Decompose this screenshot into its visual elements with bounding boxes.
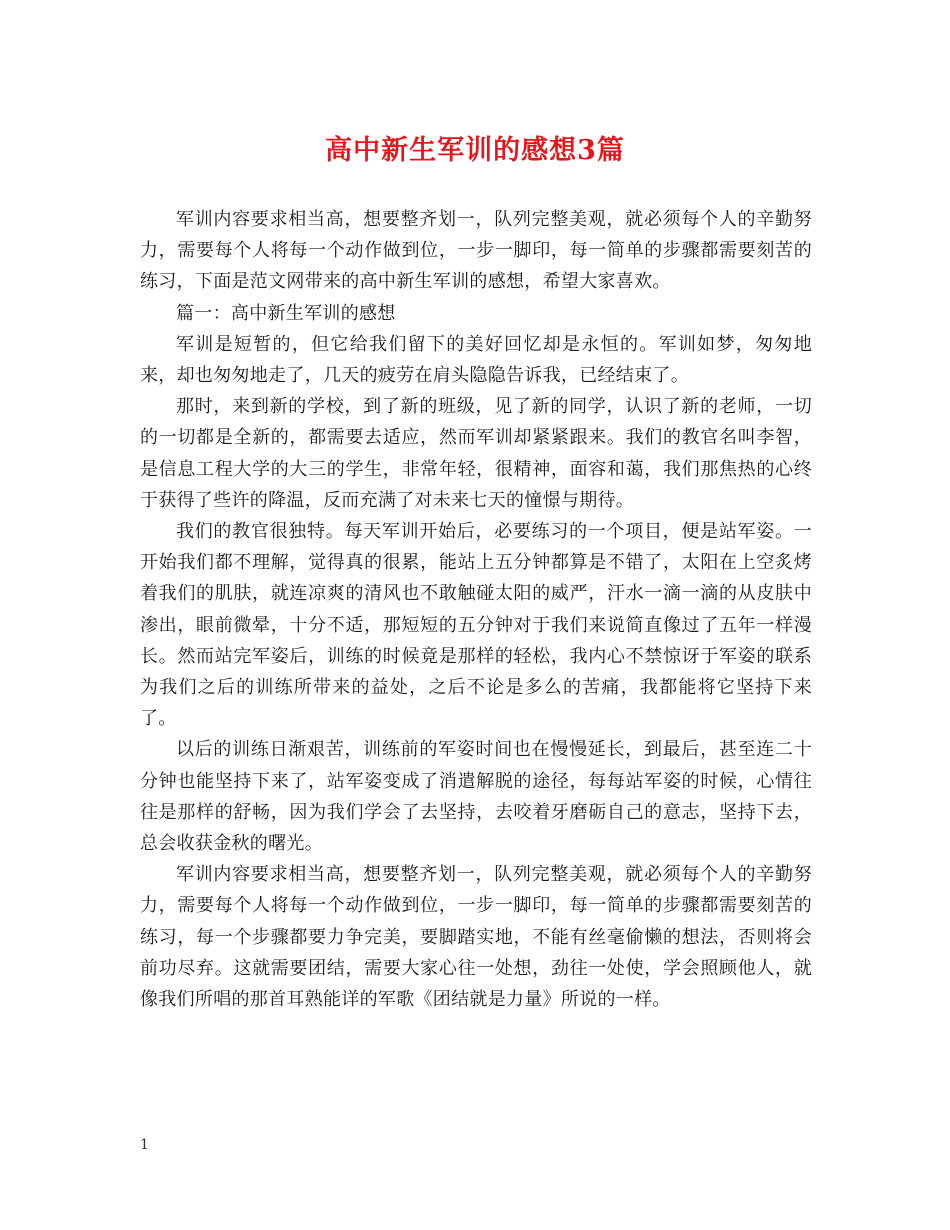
page-number: 1: [140, 1137, 149, 1153]
body-paragraph: 我们的教官很独特。每天军训开始后，必要练习的一个项目，便是站军姿。一开始我们都不理解，觉得真的很累，能站上五分钟都算是不错了，太阳在上空炙烤着我们的肌肤，就连凉爽的清风也不敢触碰太阳的威严，汗水一滴一滴的从皮肤中渗出，眼前微晕，十分不适，那短短的五分钟对于我们来说简直像过了五年一样漫长。然而站完军姿后，训练的时候竟是那样的轻松，我内心不禁惊讶于军姿的联系为我们之后的训练所带来的益处，之后不论是多么的苦痛，我都能将它坚持下来了。: [140, 521, 812, 730]
section-heading: 篇一：高中新生军训的感想: [176, 302, 396, 324]
body-paragraph: 那时，来到新的学校，到了新的班级，见了新的同学，认识了新的老师，一切的一切都是全新的，都需要去适应，然而军训却紧紧跟来。我们的教官名叫李智，是信息工程大学的大三的学生，非常年轻，很精神，面容和蔼，我们那焦热的心终于获得了些许的降温，反而充满了对未来七天的憧憬与期待。: [140, 396, 812, 511]
body-paragraph: 军训是短暂的，但它给我们留下的美好回忆却是永恒的。军训如梦，匆匆地来，却也匆匆地走了，几天的疲劳在肩头隐隐告诉我，已经结束了。: [140, 333, 812, 387]
intro-paragraph: 军训内容要求相当高，想要整齐划一，队列完整美观，就必须每个人的辛勤努力，需要每个人将每一个动作做到位，一步一脚印，每一简单的步骤都需要刻苦的练习，下面是范文网带来的高中新生军训的感想，希望大家喜欢。: [140, 209, 812, 293]
body-paragraph: 军训内容要求相当高，想要整齐划一，队列完整美观，就必须每个人的辛勤努力，需要每个人将每一个动作做到位，一步一脚印，每一简单的步骤都需要刻苦的练习，每一个步骤都要力争完美，要脚踏实地，不能有丝毫偷懒的想法，否则将会前功尽弃。这就需要团结，需要大家心往一处想，劲往一处使，学会照顾他人，就像我们所唱的那首耳熟能详的军歌《团结就是力量》所说的一样。: [140, 864, 812, 1011]
body-paragraph: 以后的训练日渐艰苦，训练前的军姿时间也在慢慢延长，到最后，甚至连二十分钟也能坚持下来了，站军姿变成了消遣解脱的途径，每每站军姿的时候，心情往往是那样的舒畅，因为我们学会了去坚持，去咬着牙磨砺自己的意志，坚持下去，总会收获金秋的曙光。: [140, 739, 812, 855]
document-body: [140, 204, 812, 1015]
document-title: 高中新生军训的感想3篇: [325, 135, 625, 166]
